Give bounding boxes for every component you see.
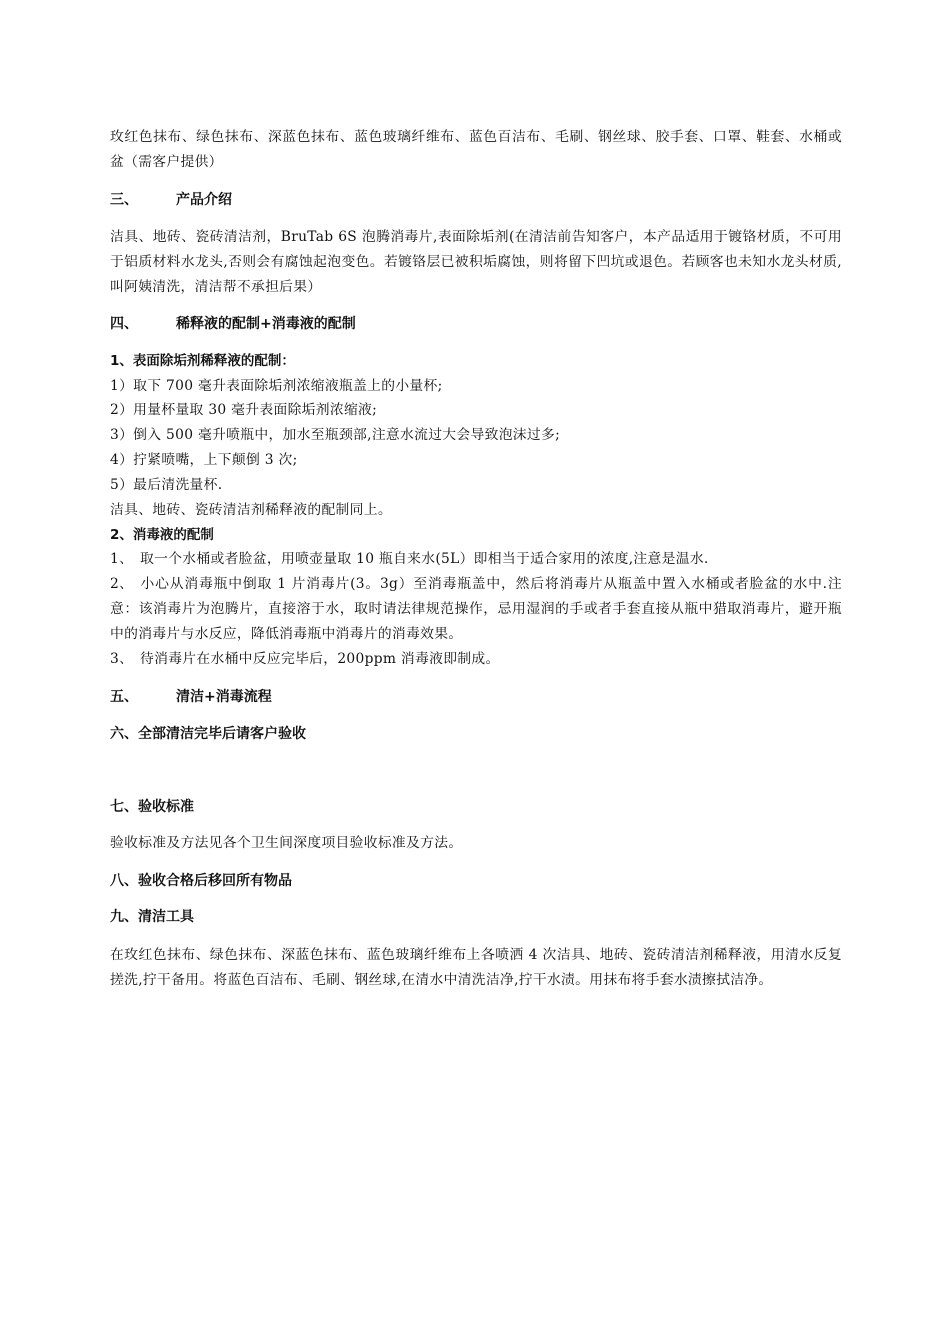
item-number: 2、 <box>110 576 134 592</box>
item-text: 待消毒片在水桶中反应完毕后，200ppm 消毒液即制成。 <box>140 651 500 667</box>
step-1: 1）取下 700 毫升表面除垢剂浓缩液瓶盖上的小量杯; <box>110 378 443 394</box>
section-7-body: 验收标准及方法见各个卫生间深度项目验收标准及方法。 <box>110 835 463 851</box>
subsection-1-note: 洁具、地砖、瓷砖清洁剂稀释液的配制同上。 <box>110 502 392 518</box>
step-2: 2）用量杯量取 30 毫升表面除垢剂浓缩液; <box>110 402 378 418</box>
item-number: 1、 <box>110 551 134 567</box>
section-4-title: 稀释液的配制+消毒液的配制 <box>176 316 356 332</box>
disinfect-item-2 <box>110 572 842 647</box>
section-9-heading: 九、清洁工具 <box>110 909 194 925</box>
section-3-body: 洁具、地砖、瓷砖清洁剂，BruTab 6S 泡腾消毒片,表面除垢剂(在清洁前告知客户，本产品适用于镀铬材质，不可用于铝质材料水龙头,否则会有腐蚀起泡变色。若镀铬层已被积垢腐蚀，则将留下凹坑或退色。若顾客也未知水龙头材质,叫阿姨清洗，清洁帮不承担后果） <box>110 229 842 295</box>
section-6-heading: 六、全部清洁完毕后请客户验收 <box>110 726 306 742</box>
step-5: 5）最后清洗量杯. <box>110 477 223 493</box>
disinfect-item-3 <box>110 647 842 672</box>
section-3-heading <box>110 188 842 212</box>
section-4-number: 四、 <box>110 316 138 332</box>
tools-list-paragraph: 玫红色抹布、绿色抹布、深蓝色抹布、蓝色玻璃纤维布、蓝色百洁布、毛刷、钢丝球、胶手套、口罩、鞋套、水桶或盆（需客户提供） <box>110 129 842 170</box>
section-5-number: 五、 <box>110 689 138 705</box>
disinfect-item-1 <box>110 547 842 572</box>
section-5-heading <box>110 685 842 709</box>
section-3-title: 产品介绍 <box>176 192 232 208</box>
subsection-2-title: 2、消毒液的配制 <box>110 527 214 543</box>
item-number: 3、 <box>110 651 134 667</box>
section-3-number: 三、 <box>110 192 138 208</box>
section-9-body: 在玫红色抹布、绿色抹布、深蓝色抹布、蓝色玻璃纤维布上各喷洒 4 次洁具、地砖、瓷砖清洁剂稀释液，用清水反复搓洗,拧干备用。将蓝色百洁布、毛刷、钢丝球,在清水中清洗洁净,拧干水渍。用抹布将手套水渍擦拭洁净。 <box>110 947 842 988</box>
subsection-1-title: 1、表面除垢剂稀释液的配制： <box>110 353 295 369</box>
section-5-title: 清洁+消毒流程 <box>176 689 272 705</box>
step-4: 4）拧紧喷嘴，上下颠倒 3 次; <box>110 452 298 468</box>
section-4-heading <box>110 312 842 336</box>
item-text: 取一个水桶或者脸盆，用喷壶量取 10 瓶自来水(5L）即相当于适合家用的浓度,注意是温水. <box>140 551 709 567</box>
step-3: 3）倒入 500 毫升喷瓶中，加水至瓶颈部,注意水流过大会导致泡沫过多; <box>110 427 561 443</box>
section-7-heading: 七、验收标准 <box>110 799 194 815</box>
section-8-heading: 八、验收合格后移回所有物品 <box>110 873 292 889</box>
item-text: 小心从消毒瓶中倒取 1 片消毒片(3。3g）至消毒瓶盖中，然后将消毒片从瓶盖中置入水桶或者脸盆的水中.注意：该消毒片为泡腾片，直接溶于水，取时请法律规范操作，忌用湿润的手或者手套直接从瓶中猎取消毒片，避开瓶中的消毒片与水反应，降低消毒瓶中消毒片的消毒效果。 <box>110 576 842 642</box>
